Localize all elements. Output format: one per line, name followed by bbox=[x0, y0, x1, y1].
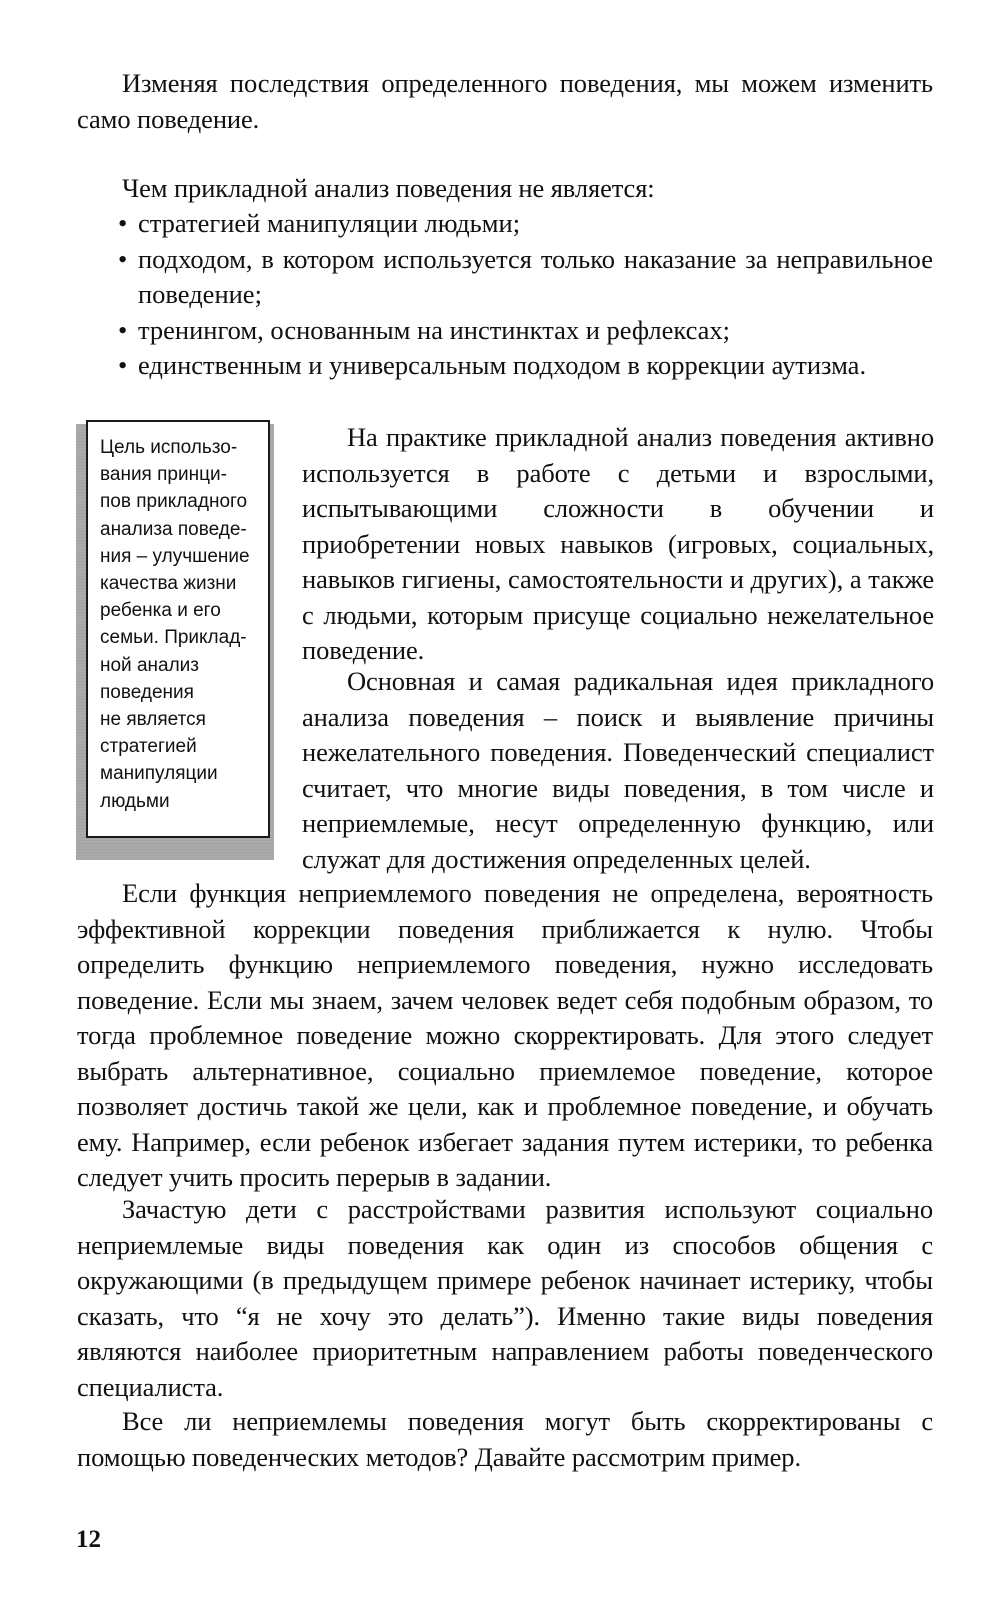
sidebar-line: ния – улучшение bbox=[100, 545, 250, 567]
paragraph-practice: На практике прикладной анализ поведения активно используется в работе с детьми и взрослыми, испытывающими сложности в обучении и приобретении новых навыков (игровых, социальных, навыков гигиены, самостоятельности и других), а также с людьми, которым присуще социально нежелательное поведение. bbox=[302, 422, 934, 665]
page-number: 12 bbox=[76, 1526, 101, 1553]
sidebar-line: Цель использо- bbox=[100, 437, 238, 458]
paragraph-question: Все ли неприемлемы поведения могут быть скорректированы с помощью поведенческих методов? Давайте рассмотрим пример. bbox=[77, 1406, 933, 1472]
sidebar-line: манипуляции bbox=[100, 763, 218, 785]
sidebar-line: ребенка и его bbox=[100, 600, 221, 622]
sidebar-line: ной анализ bbox=[100, 654, 199, 676]
intro-paragraph: Изменяя последствия определенного поведения, мы можем изменить само поведение. bbox=[77, 68, 933, 134]
sidebar-line: стратегией bbox=[100, 736, 197, 758]
bullet-item: • тренингом, основанным на инстинктах и рефлексах; bbox=[118, 313, 933, 349]
bullet-item: • единственным и универсальным подходом в коррекции аутизма. bbox=[118, 348, 933, 384]
bullet-item: • стратегией манипуляции людьми; bbox=[118, 206, 933, 242]
sidebar-callout bbox=[86, 420, 270, 838]
sidebar-line: пов прикладного bbox=[100, 491, 248, 513]
sidebar-line: семьи. Приклад- bbox=[100, 627, 247, 649]
sidebar-line: вания принци- bbox=[100, 464, 227, 486]
paragraph-communication: Зачастую дети с расстройствами развития используют социально неприемлемые виды поведения как один из способов общения с окружающими (в предыдущем примере ребенок начинает истерику, чтобы сказать, что “я не хочу это делать”). Именно такие виды поведения являются наиболее приоритетным направлением работы поведенческого специалиста. bbox=[77, 1194, 933, 1402]
paragraph-function: Если функция неприемлемого поведения не определена, вероятность эффективной коррекции поведения приближается к нулю. Чтобы определить функцию неприемлемого поведения, нужно исследовать поведение. Если мы знаем, зачем человек ведет себя подобным образом, то тогда проблемное поведение можно скорректировать. Для этого следует выбрать альтернативное, социально приемлемое поведение, которое позволяет достичь такой же цели, как и проблемное поведение, и обучать ему. Например, если ребенок избегает задания путем истерики, то ребенка следует учить просить перерыв в задании. bbox=[77, 878, 933, 1192]
sidebar-line: анализа поведе- bbox=[100, 518, 247, 540]
sidebar-line: людьми bbox=[100, 790, 170, 812]
bullet-item: • подходом, в котором используется только наказание за неправильное поведение; bbox=[118, 242, 933, 313]
sidebar-line: качества жизни bbox=[100, 573, 237, 595]
bullet-list bbox=[118, 206, 933, 384]
paragraph-main-idea: Основная и самая радикальная идея прикладного анализа поведения – поиск и выявление причины нежелательного поведения. Поведенческий специалист считает, что многие виды поведения, в том числе и неприемлемые, несут определенную функцию, или служат для достижения определенных целей. bbox=[302, 666, 934, 874]
list-title: Чем прикладной анализ поведения не является: bbox=[122, 173, 655, 203]
sidebar-line: не является bbox=[100, 709, 206, 731]
sidebar-line: поведения bbox=[100, 681, 194, 703]
